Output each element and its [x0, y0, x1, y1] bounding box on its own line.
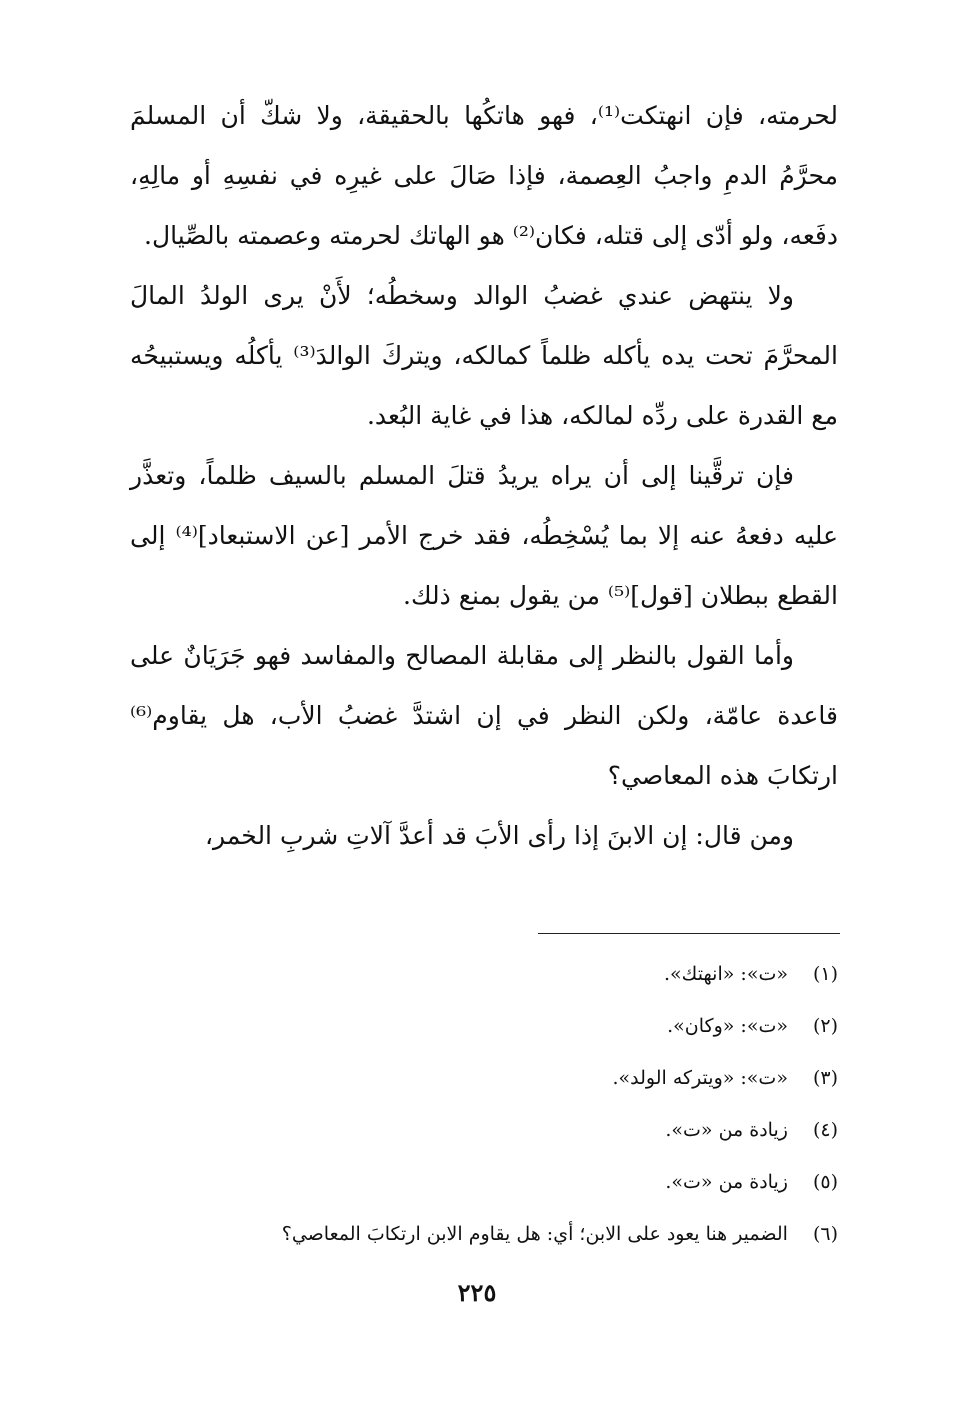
footnote-number: (٣): [812, 1067, 838, 1089]
footnote-item: [130, 1156, 838, 1208]
footnote-number: (٤): [812, 1119, 838, 1141]
footnotes-list: [130, 948, 838, 1260]
footnote-item: [130, 948, 838, 1000]
footnote-text: «ت»: «وكان».: [667, 1015, 788, 1037]
footnote-text: زيادة من «ت».: [665, 1171, 788, 1193]
footnote-number: (٦): [812, 1223, 838, 1245]
footnote-item: [130, 1104, 838, 1156]
footnote-text: «ت»: «ويتركه الولد».: [612, 1067, 788, 1089]
paragraph: وأما القول بالنظر إلى مقابلة المصالح والمفاسد فهو جَرَيَانٌ على قاعدة عامّة، ولكن النظر في إن اشتدَّ غضبُ الأب، هل يقاوم⁽⁶⁾ ارتكابَ هذه المعاصي؟: [130, 641, 838, 790]
footnote-separator: [538, 933, 840, 934]
footnote-text: زيادة من «ت».: [665, 1119, 788, 1141]
paragraph: ومن قال: إن الابنَ إذا رأى الأبَ قد أعدَّ آلاتِ شربِ الخمر،: [204, 821, 794, 850]
footnote-item: [130, 1052, 838, 1104]
footnote-item: [130, 1000, 838, 1052]
footnote-text: الضمير هنا يعود على الابن؛ أي: هل يقاوم الابن ارتكابَ المعاصي؟: [281, 1223, 788, 1245]
footnote-item: [130, 1208, 838, 1260]
paragraph: فإن ترقَّينا إلى أن يراه يريدُ قتلَ المسلم بالسيف ظلماً، وتعذَّر عليه دفعهُ عنه إلا بما يُسْخِطُه، فقد خرج الأمر [عن الاستبعاد]⁽⁴⁾ إلى القطع ببطلان [قول]⁽⁵⁾ من يقول بمنع ذلك.: [130, 461, 838, 610]
paragraph-continued: لحرمته، فإن انهتكت⁽¹⁾، فهو هاتكُها بالحقيقة، ولا شكّ أن المسلمَ محرَّمُ الدمِ واجبُ العِصمة، فإذا صَالَ على غيرِه في نفسِهِ أو مالِهِ، دفَعه، ولو أدّى إلى قتله، فكان⁽²⁾ هو الهاتك لحرمته وعصمته بالصِّيال.: [130, 101, 838, 250]
footnote-number: (١): [812, 963, 838, 985]
main-text: [130, 86, 838, 866]
footnote-number: (٢): [812, 1015, 838, 1037]
footnote-number: (٥): [812, 1171, 838, 1193]
page-number: ٢٢٥: [457, 1278, 497, 1307]
footnote-text: «ت»: «انهتك».: [664, 963, 788, 985]
paragraph: ولا ينتهض عندي غضبُ الوالد وسخطُه؛ لأَنْ يرى الولدُ المالَ المحرَّمَ تحت يده يأكله ظلماً كمالكه، ويتركَ الوالدَ⁽³⁾ يأكلُه ويستبيحُه مع القدرة على ردِّه لمالكه، هذا في غاية البُعد.: [130, 281, 838, 430]
